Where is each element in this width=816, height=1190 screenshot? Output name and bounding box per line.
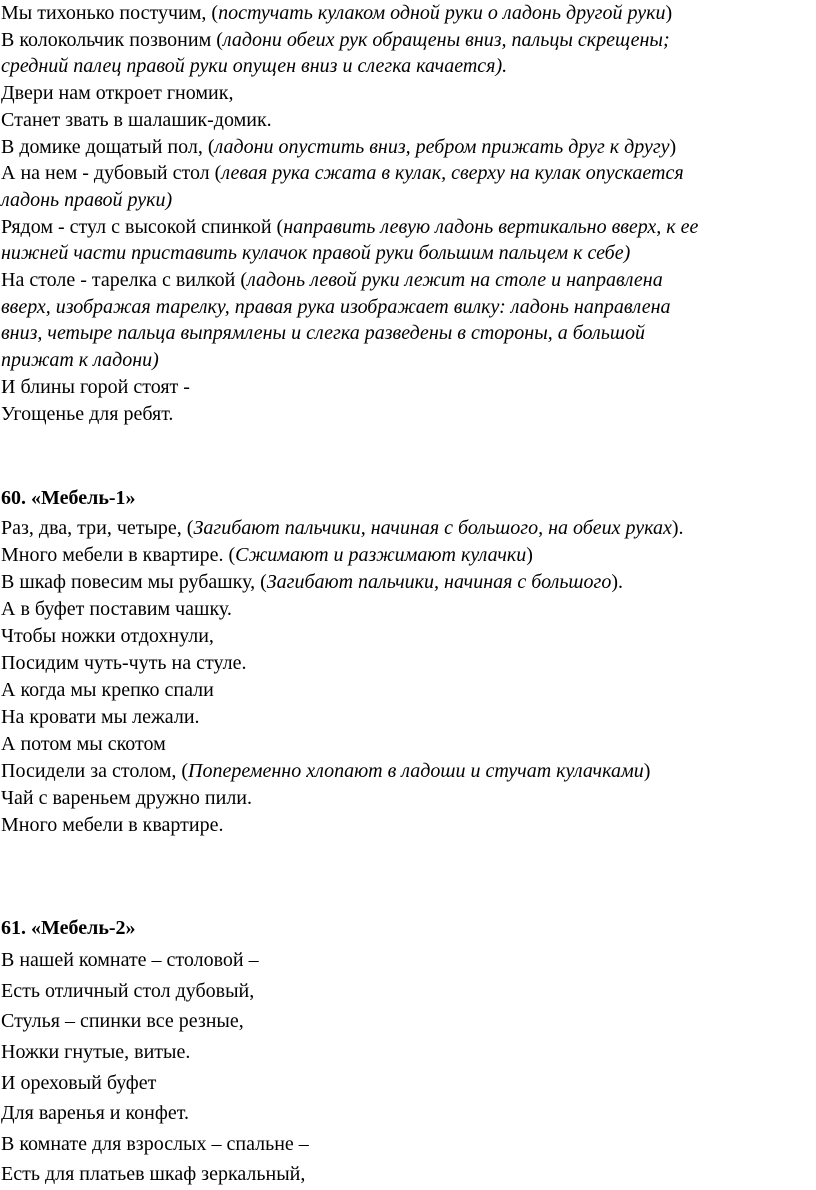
text-line <box>1 347 816 374</box>
text-line <box>1 401 816 428</box>
section-gap <box>1 427 816 483</box>
section-heading: 61. «Мебель-2» <box>1 917 136 940</box>
line-tail: ). <box>671 517 684 540</box>
text-line <box>1 677 816 704</box>
text-line <box>1 294 816 321</box>
gesture-instruction: ладонь левой руки лежит на столе и направлена <box>247 269 663 292</box>
line-text: Есть отличный стол дубовый, <box>1 979 255 1002</box>
line-text: А потом мы скотом <box>1 733 166 756</box>
line-text: А на нем - дубовый стол ( <box>1 162 222 185</box>
text-line <box>1 542 816 569</box>
line-tail: ) <box>665 2 673 24</box>
line-text: Двери нам откроет гномик, <box>1 82 234 105</box>
text-line <box>1 515 816 542</box>
line-text: И блины горой стоят - <box>1 375 190 398</box>
text-line <box>1 596 816 623</box>
line-text: Посидели за столом, ( <box>1 760 189 783</box>
line-text: Мы тихонько постучим, ( <box>1 2 219 24</box>
text-line <box>1 53 816 80</box>
text-line <box>1 1037 816 1068</box>
text-line <box>1 240 816 267</box>
section-heading: 60. «Мебель-1» <box>1 487 136 510</box>
line-text: На столе - тарелка с вилкой ( <box>1 269 248 292</box>
line-text: На кровати мы лежали. <box>1 706 200 729</box>
gesture-instruction: Загибают пальчики, начиная с большого, на обеих руках <box>193 517 672 540</box>
line-text: И ореховый буфет <box>1 1071 157 1094</box>
gesture-instruction: левая рука сжата в кулак, сверху на кулак опускается <box>221 162 684 185</box>
text-line <box>1 1098 816 1129</box>
text-line <box>1 758 816 785</box>
line-text: Раз, два, три, четыре, ( <box>1 517 194 540</box>
line-text: Много мебели в квартире. <box>1 814 224 837</box>
text-line <box>1 731 816 758</box>
gesture-instruction: Попеременно хлопают в ладоши и стучат кулачками <box>188 760 644 783</box>
text-line <box>1 1129 816 1160</box>
gesture-instruction: прижат к ладони) <box>1 349 159 372</box>
text-line <box>1 623 816 650</box>
gesture-instruction: ладони обеих рук обращены вниз, пальцы скрещены; <box>222 28 670 51</box>
line-text: Посидим чуть-чуть на стуле. <box>1 652 247 675</box>
text-line <box>1 976 816 1007</box>
line-text: Рядом - стул с высокой спинкой ( <box>1 215 284 238</box>
line-text: Чтобы ножки отдохнули, <box>1 625 214 648</box>
text-line <box>1 267 816 294</box>
text-line <box>1 160 816 187</box>
gesture-instruction: нижней части приставить кулачок правой руки большим пальцем к себе) <box>1 242 631 265</box>
text-line <box>1 650 816 677</box>
text-line <box>1 812 816 839</box>
text-line <box>1 1006 816 1037</box>
line-tail: ). <box>611 571 624 594</box>
line-text: В шкаф повесим мы рубашку, ( <box>1 571 267 594</box>
gesture-instruction: Сжимают и разжимают кулачки <box>235 544 527 567</box>
line-text: Много мебели в квартире. ( <box>1 544 236 567</box>
rhyme-gnome-house <box>1 0 816 427</box>
text-line <box>1 374 816 401</box>
line-text: А когда мы крепко спали <box>1 679 214 702</box>
text-line <box>1 214 816 241</box>
line-text: В комнате для взрослых – спальне – <box>1 1132 309 1155</box>
text-line <box>1 80 816 107</box>
text-line <box>1 569 816 596</box>
section-gap <box>1 839 816 913</box>
line-text: Есть для платьев шкаф зеркальный, <box>1 1163 306 1186</box>
line-tail: ) <box>669 135 677 158</box>
gesture-instruction: вниз, четыре пальца выпрямлены и слегка разведены в стороны, а большой <box>1 322 645 345</box>
text-line <box>1 785 816 812</box>
text-line <box>1 0 816 27</box>
line-text: А в буфет поставим чашку. <box>1 598 232 621</box>
gesture-instruction: Загибают пальчики, начиная с большого <box>266 571 612 594</box>
line-tail: ) <box>643 760 651 783</box>
line-text: В нашей комнате – столовой – <box>1 949 259 972</box>
text-line <box>1 107 816 134</box>
gesture-instruction: постучать кулаком одной руки о ладонь другой руки <box>218 2 666 24</box>
line-text: Для варенья и конфет. <box>1 1102 189 1125</box>
text-line <box>1 27 816 54</box>
line-text: Чай с вареньем дружно пили. <box>1 787 253 810</box>
line-text: Ножки гнутые, витые. <box>1 1041 191 1064</box>
text-line <box>1 1068 816 1099</box>
text-line <box>1 1159 816 1190</box>
text-line <box>1 134 816 161</box>
gesture-instruction: ладонь правой руки) <box>1 188 173 211</box>
line-text: Станет звать в шалашик-домик. <box>1 108 272 131</box>
text-line <box>1 320 816 347</box>
gesture-instruction: вверх, изображая тарелку, правая рука изображает вилку: ладонь направлена <box>1 295 671 318</box>
line-text: Угощенье для ребят. <box>1 402 174 425</box>
gesture-instruction: ладони опустить вниз, ребром прижать друг к другу <box>214 135 670 158</box>
rhyme-furniture-2 <box>1 913 816 1190</box>
gesture-instruction: средний палец правой руки опущен вниз и слегка качается). <box>1 55 508 78</box>
rhyme-furniture-1 <box>1 483 816 839</box>
text-line <box>1 945 816 976</box>
line-tail: ) <box>526 544 533 567</box>
line-text: Стулья – спинки все резные, <box>1 1010 244 1033</box>
text-line <box>1 187 816 214</box>
gesture-instruction: направить левую ладонь вертикально вверх, к ее <box>283 215 699 238</box>
text-line <box>1 704 816 731</box>
line-text: В домике дощатый пол, ( <box>1 135 215 158</box>
line-text: В колокольчик позвоним ( <box>1 28 223 51</box>
